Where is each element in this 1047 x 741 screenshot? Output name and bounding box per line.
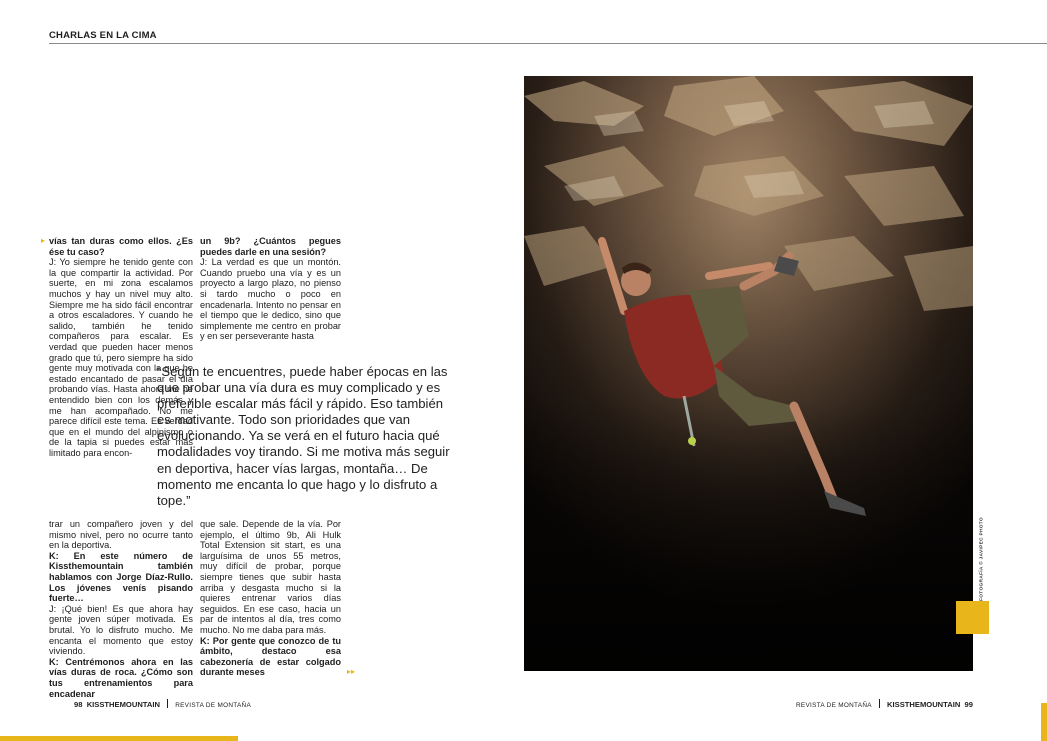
photo-credit: FOTOGRAFÍA © JAVIPEC PHOTO: [979, 517, 985, 601]
interview-answer: J: Yo siempre he tenido gente con la que compartir la actividad. Por suerte, en mi zona escalamos muchos y hay un nivel muy alto. Siempre me ha sido fácil encontrar a otros escaladores. Y cuando he salido, también he tenido compañeros para escalar. Es verdad que pueden hacer menos grado que tú, pero siempre ha sido gente muy motivada con la que he estado encantado de pasar el día probando vías. Hasta ahora me he entendido bien con los demás y me han acompañado. No me parece difícil este tema. Es verdad que en el mundo del alpinismo o de la tapia si puedes estar más limitado para encon-: [49, 257, 193, 458]
footer-separator: [879, 699, 880, 708]
interview-question: un 9b? ¿Cuántos pegues puedes darle en una sesión?: [200, 236, 341, 257]
continue-arrow-icon: ▸▸: [346, 667, 355, 677]
column-1-bottom: [49, 519, 193, 699]
page-number-left: 98: [74, 700, 83, 709]
pull-quote: “Según te encuentres, puede haber épocas en las que probar una vía dura es muy complicado y es preferible escalar más fácil y rápido. Eso también es motivante. Todo son prioridades que van evolucionando. Ya se verá en el futuro hacia qué modalidades voy tirando. Si me motiva más seguir en deportiva, hacer vías largas, montaña… De momento me encanta lo que hago y lo disfruto a tope.”: [157, 364, 450, 508]
interview-question: K: Por gente que conozco de tu ámbito, destaco esa cabezonería de estar colgado durante meses: [200, 635, 341, 678]
accent-block: [956, 601, 989, 634]
section-title: CHARLAS EN LA CIMA: [49, 30, 157, 41]
interview-question: vías tan duras como ellos. ¿Es ése tu caso?: [49, 236, 193, 257]
start-arrow-icon: ▸: [41, 236, 46, 245]
footer-brand-right: KISSTHEMOUNTAIN: [887, 700, 961, 709]
footer-left: [74, 699, 251, 709]
footer-magazine-left: REVISTA DE MONTAÑA: [175, 702, 252, 709]
accent-bar-bottom: [0, 736, 238, 741]
footer-magazine-right: REVISTA DE MONTAÑA: [795, 702, 872, 709]
interview-answer: que sale. Depende de la vía. Por ejemplo, el último 9b, Ali Hulk Total Extension sit start, es una larguísima de unos 55 metros, muy difícil de probar, porque siempre tienes que subir hasta arriba y desgasta mucho si la quieres entrenar varios días seguidos. En ese caso, hacia un par de intentos al día, tres como mucho. No me daba para más.: [200, 519, 341, 635]
footer-brand-left: KISSTHEMOUNTAIN: [86, 700, 160, 709]
climber-photo: [524, 76, 973, 671]
page-number-right: 99: [964, 700, 973, 709]
column-2-top: [200, 236, 341, 342]
accent-bar-right: [1041, 703, 1047, 741]
footer-right: [796, 699, 973, 709]
footer-separator: [167, 699, 168, 708]
interview-question: K: En este número de Kissthemountain también hablamos con Jorge Díaz-Rullo. Los jóvenes venís pisando fuerte…: [49, 550, 193, 604]
climber-photo-illustration: [524, 76, 973, 671]
interview-question: K: Centrémonos ahora en las vías duras de roca. ¿Cómo son tus entrenamientos para encadenar: [49, 656, 193, 699]
interview-answer: J: La verdad es que un montón. Cuando pruebo una vía y es un proyecto a largo plazo, no pienso si tardo mucho o poco en encadenarla. Intento no pensar en el tiempo que le dedico, sino que simplemente me centro en probar y en ser perseverante hasta: [200, 257, 341, 342]
header-rule: [49, 43, 1047, 44]
interview-answer: trar un compañero joven y del mismo nivel, pero no ocurre tanto en la deportiva.: [49, 519, 193, 551]
interview-answer: J: ¡Qué bien! Es que ahora hay gente joven súper motivada. Es brutal. Yo lo disfruto mucho. Me encanta el momento que estoy viviendo.: [49, 603, 193, 657]
column-2-bottom: [200, 519, 355, 678]
